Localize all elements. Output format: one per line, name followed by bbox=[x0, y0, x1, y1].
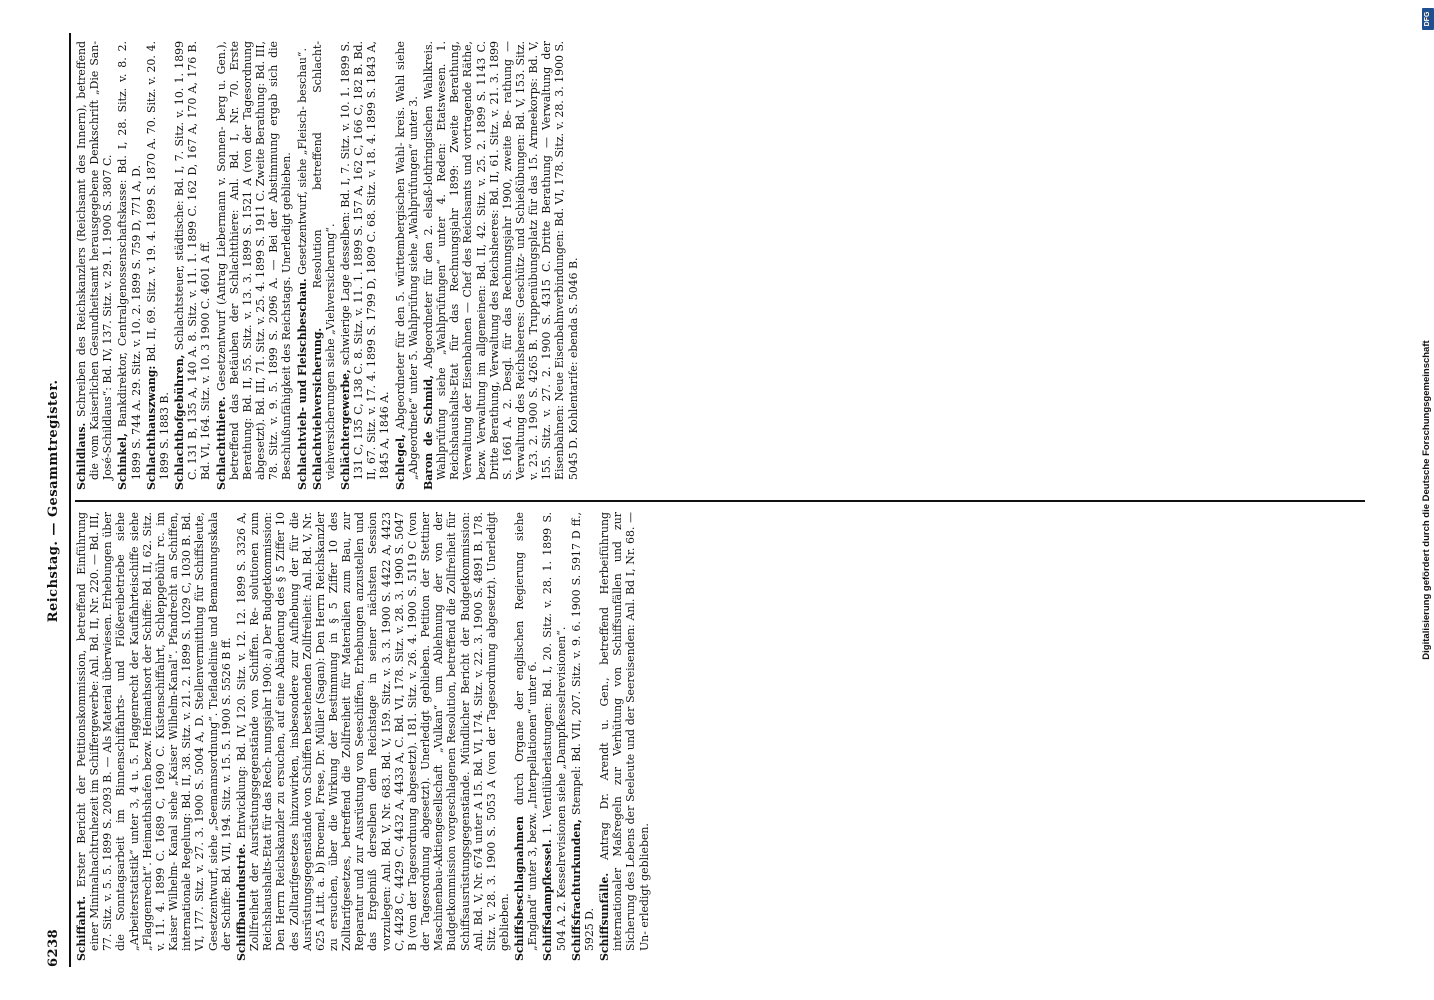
entry-line: Schiffen bestehenden Zollfreiheit: Anl. Bd. V, Nr. 625 A bbox=[300, 512, 327, 951]
entry-line: 2. Desgl. für das Rechnungsjahr 1900, zweite Be- bbox=[500, 110, 514, 417]
entry-line: Bd. V, 159. Sitz. v. 3. 3. 1900 S. 4422 A, bbox=[379, 544, 393, 774]
digitization-note bbox=[1421, 0, 1434, 1000]
entry-line: 62. Sitz. v. 11. 4. 1899 C. 1689 C, 1690 C. bbox=[140, 511, 167, 951]
entry-headword: Schlegel, bbox=[393, 434, 407, 490]
entry-line: Chef des Reichsamts und vortragende Räthe, bbox=[461, 41, 475, 303]
entry-line: 42. Sitz. v. 25. 2. 1899 S. 1143 C. bbox=[474, 41, 488, 245]
entry-line: Heimathshafen bezw. Heimathsort der Schiffe: Bd. II, bbox=[140, 561, 154, 863]
entry-line: Seeleute und der Seereisenden: Anl. Bd I, Nr. 68. — Un- bbox=[624, 511, 651, 951]
entry-line: S. 2096 A. — Bei der Abstimmung ergab sich die bbox=[267, 40, 281, 348]
entry-headword: Schildlaus. bbox=[75, 422, 88, 490]
entry-line: siehe „England“ unter 3, bezw. „Interpellationen“ unter 6. bbox=[513, 512, 540, 951]
right-column bbox=[75, 35, 1365, 496]
entry-line: 70. Sitz. v. 20. 4. 1899 S. 1883 B. bbox=[144, 41, 171, 480]
entry-headword: Schiffahrt. bbox=[75, 895, 88, 961]
entry-line: 1. Reichshaushalts-Etat für das Rechnungsjahr 1899: bbox=[435, 41, 462, 480]
entry-line: 194. Sitz. v. 15. 5. 1900 S. 5526 B ff. bbox=[219, 637, 233, 842]
entry-line: Beschlußunfähigkeit des Reichstags. bbox=[280, 276, 294, 480]
entry-headword: Schlachtthiere. bbox=[214, 396, 228, 490]
entry-line: 182 B. bbox=[352, 63, 366, 104]
entry-line: Schreiben des Reichskanzlers (Reichsamt des bbox=[75, 154, 88, 423]
entry-line: Bd. II, 67. Sitz. v. 17. 4. 1899 S. 1799 D, 1809 C. bbox=[352, 41, 379, 480]
entry-line: viehversicherungen siehe „Viehversicherung“. bbox=[323, 223, 337, 480]
entry-line: Wahlprüfung siehe „Wahlprüfungen“ unter 3. bbox=[406, 96, 420, 351]
entry-line: rathung — Verwaltung des Reichsheeres: bbox=[500, 41, 527, 480]
register-entry bbox=[513, 512, 539, 961]
entry-line: dem Reichstage in seiner nächsten Session vorzulegen: bbox=[366, 512, 393, 951]
entry-line: kreis. bbox=[393, 106, 407, 143]
entry-headword: Schlächtergewerbe, bbox=[338, 369, 352, 490]
register-entry bbox=[422, 41, 580, 490]
entry-line: Stellenvermittlung für Schiffsleute, Gesetzentwurf, siehe bbox=[193, 512, 220, 951]
digitization-note-text: Digitalisierung gefördert durch die Deutsche Forschungsgemeinschaft bbox=[1421, 340, 1432, 660]
entry-line: ersuchen, auf eine Abänderung des § 5 Ziffer 10 bbox=[274, 512, 288, 792]
entry-line: Zweite Berathung: Bd. III, 78. Sitz. v. 9. 5. 1899 bbox=[254, 41, 281, 480]
register-entry bbox=[75, 41, 114, 490]
entry-line: einer Minimalnachtruhezeit im Schiffergewerbe: Anl. bbox=[88, 655, 102, 951]
entry-line: Bd. II, 38. Sitz. v. 21. 2. 1899 S. 1029 C, 1030 B. bbox=[180, 534, 194, 813]
entry-line: Bestimmung in § 5 Ziffer 10 des Zolltarifgesetzes, bbox=[326, 512, 354, 951]
register-entry bbox=[311, 41, 337, 490]
entry-line: der Tagesordnung abgesetzt). bbox=[240, 41, 268, 480]
entry-headword: Baron de Schmid, bbox=[421, 374, 435, 490]
entry-line: 8. Sitz. v. 11. 1. 1899 C. 162 D, 167 A, 170 A, bbox=[186, 82, 200, 346]
entry-line: Innern), betreffend die vom Kaiserlichen Gesundheitsamt bbox=[75, 41, 102, 480]
entry-headword: Schlachtvieh- und Fleischbeschau. bbox=[295, 278, 309, 490]
entry-line: beschau“. bbox=[295, 48, 309, 107]
entry-line: Geschütz- und Schießübungen: Bd. V, 153. Sitz. bbox=[514, 41, 527, 312]
entry-line: Bd. II, Nr. 220. — Bd. III, 77. Sitz. v. 5. 5. 1899 bbox=[88, 512, 115, 951]
entry-line: herausgegebene Denkschrift „Die San-José-Schildlaus“: bbox=[88, 41, 115, 480]
entry-line: v. 28. 3. 1900 S. 5045 D. bbox=[553, 40, 580, 480]
entry-line: Unerledigt geblieben. bbox=[484, 512, 511, 951]
entry-line: Reden: bbox=[435, 143, 449, 195]
entry-line: Schlachtsteuer, städtische: bbox=[173, 200, 187, 355]
entry-headword: Schiffbauindustrie. bbox=[234, 843, 248, 961]
entry-line: S. 504 A. bbox=[541, 512, 568, 951]
entry-line: 68. Sitz. v. 18. 4. 1899 S. 1843 A, 1845 A, bbox=[365, 41, 392, 480]
register-columns bbox=[75, 33, 1365, 967]
column-divider bbox=[75, 500, 1365, 502]
entry-line: 1. Ventilüberlastungen: Bd. I, 20. Sitz. v. 28. 1. 1899 bbox=[541, 527, 555, 840]
entry-line: Anl. Bd. V, Nr. 683. bbox=[379, 774, 393, 887]
entry-line: Antrag Dr. Arendt u. Gen., betreffend bbox=[598, 607, 612, 873]
entry-line: 178. Sitz. v. 28. 3. 1900 S. 5053 A bbox=[471, 512, 498, 951]
entry-line: Kanal siehe „Kaiser Wilhelm-Kanal“. bbox=[167, 650, 181, 862]
entry-line: Pfandrecht an Schiffen, internationale Regelung: bbox=[167, 511, 194, 951]
entry-line: Unerledigt geblieben. bbox=[419, 645, 433, 778]
entry-line: Bd. V, 155. Sitz. v. 27. 2. 1900 S. 4315 C. bbox=[527, 41, 554, 480]
entry-line: Bd. II, 55. Sitz. v. 13. 3. 1899 S. 1521 A (von bbox=[240, 148, 254, 418]
entry-headword: Schiffsunfälle. bbox=[598, 872, 612, 961]
entry-line: Truppenübungsplatz für das 15. Armeekorps: bbox=[527, 78, 541, 340]
entry-line: Wahl siehe „Abgeordnete“ unter 5. bbox=[393, 41, 420, 480]
entry-line: Bd. VI, 178. Sitz. v. 28. 3. 1900 S. 5047 B bbox=[392, 512, 419, 951]
entry-line: betreffend die Zollfreiheit für Materialien zum Bau, bbox=[340, 537, 354, 856]
entry-line: Zweite Berathung, Verwaltung der Eisenbahnen — bbox=[448, 40, 475, 480]
entry-line: 1846 A. bbox=[378, 391, 392, 438]
register-entry bbox=[598, 512, 651, 961]
entry-line: 4423 C, 4428 C, 4429 C, 4432 A, bbox=[379, 512, 406, 951]
entry-line: „Seemannsordnung“. bbox=[206, 712, 220, 835]
entry-line: S. 2093 B. — Als Material überwiesen. bbox=[101, 613, 115, 833]
register-entry bbox=[173, 41, 212, 490]
entry-line: 181. Sitz. v. 26. 4. 1900 S. 5119 C bbox=[405, 540, 419, 742]
entry-line: Bd. I, 7. Sitz. v. 10. 1. 1899 C. 131 B, 135 A, 140 A. bbox=[173, 41, 200, 480]
entry-headword: Schiffsdampfkessel. bbox=[541, 839, 555, 961]
entry-line: Resolution betreffend Schlacht- bbox=[310, 41, 324, 328]
entry-headword: Schlachthauszwang: bbox=[144, 365, 158, 490]
entry-line: b) Broemel, Frese, Dr. Müller (Sagan): Den Herrn bbox=[313, 593, 327, 878]
entry-headword: Schiffsbeschlagnahmen bbox=[513, 816, 527, 961]
entry-line: Kohlentarife: ebenda S. 5046 B. bbox=[566, 257, 580, 438]
entry-line: vorgeschlagenen Resolution, betreffend die Zollfreiheit bbox=[445, 532, 459, 846]
entry-line: Abgeordneter für den 2. elsaß-lothringischen bbox=[421, 105, 435, 375]
entry-line: Zollfreiheit der Ausrüstungsgegenstände von Schiffen. Re- bbox=[248, 607, 262, 951]
entry-line: Bd. III, 71. Sitz. v. 25. 4. 1899 S. 1911 C. bbox=[254, 189, 268, 419]
entry-line: Erste Berathung: bbox=[227, 40, 254, 480]
entry-line: Wahlprüfung siehe „Wahlprüfungen“ unter 4. bbox=[435, 194, 449, 480]
entry-line: für Schiffsausrüstungsgegenstände. Mündlicher Bericht bbox=[445, 512, 472, 951]
entry-line: Anl. Bd. I, Nr. 70. bbox=[227, 79, 241, 210]
entry-headword: Schinkel, bbox=[116, 433, 130, 490]
entry-line: Bd. IV, 137. Sitz. v. 29. 1. 1900 S. 3807 C. bbox=[101, 154, 115, 388]
entry-line: schwierige Lage desselben: bbox=[338, 211, 352, 370]
entry-line: berg u. Gen.), betreffend das Betäuben der Schlachtthiere: bbox=[214, 41, 241, 480]
entry-line: bezw. Verwaltung im allgemeinen: Bd. II, bbox=[474, 244, 488, 480]
entry-line: Neue Eisenbahnverbindungen: Bd. VI, 178. Sitz. bbox=[553, 133, 567, 405]
register-entry bbox=[394, 41, 420, 490]
running-title: Reichstag. — Gesammtregister. bbox=[46, 379, 61, 623]
entry-line: Abgeordneter für den 5. württembergischen Wahl- bbox=[393, 142, 407, 435]
entry-line: Petition der Stettiner Maschinenbau-Aktiengesellschaft bbox=[419, 512, 446, 951]
register-entry bbox=[145, 41, 171, 490]
entry-line: Erster Bericht der Petitionskommission, betreffend Einführung bbox=[75, 512, 88, 896]
entry-line: Erhebungen anzustellen und das Ergebniß derselben bbox=[353, 512, 380, 951]
entry-line: 29. Sitz. v. 10. 2. 1899 S. 759 D, 771 A, D. bbox=[129, 165, 143, 400]
entry-line: zur Reparatur und zur Ausrüstung von Seeschiffen, bbox=[340, 512, 367, 951]
scanned-page bbox=[35, 19, 1365, 981]
register-entry bbox=[541, 512, 567, 961]
entry-line: Bd. I, 28. Sitz. v. 8. 2. 1899 S. 744 A. bbox=[116, 41, 143, 480]
register-entry bbox=[339, 41, 392, 490]
entry-line: (von der Tagesordnung abgesetzt). bbox=[405, 741, 419, 943]
register-entry bbox=[296, 41, 309, 490]
entry-line: Unerledigt geblieben. bbox=[280, 152, 294, 277]
register-entry bbox=[75, 512, 233, 961]
entry-line: Tiefladelinie und Bemannungsskala der Schiffe: Bd. VII, bbox=[206, 511, 233, 951]
dfg-logo-text: DFG bbox=[1424, 11, 1431, 27]
entry-headword: Schlachtviehversicherung. bbox=[310, 327, 324, 490]
register-entry bbox=[215, 41, 294, 490]
entry-line: solutionen zum Reichshaushalts-Etat für das Rech- bbox=[248, 512, 275, 951]
register-entry bbox=[570, 512, 596, 961]
entry-line: (von der Tagesordnung abgesetzt). bbox=[405, 512, 433, 951]
entry-line: 8. Sitz. v. 11. 1. 1899 S. 157 A, 162 C, 166 C, bbox=[352, 104, 366, 363]
entry-line: Etatswesen. bbox=[435, 63, 449, 144]
entry-line: Entwicklung: Bd. IV, 120. Sitz. v. 12. 12. 1899 S. 3326 A, bbox=[234, 512, 248, 844]
entry-line: Aufhebung der für die Ausrüstungsgegenstände von bbox=[287, 512, 314, 951]
entry-line: Bd. II, 69. Sitz. v. 19. 4. 1899 S. 1870 A. bbox=[144, 137, 158, 366]
entry-line: des Zolltarifgesetzes hinzuwirken, insbesondere zur bbox=[287, 650, 301, 951]
entry-headword: Schiffsfrachturkunden, bbox=[569, 819, 583, 961]
left-column bbox=[75, 506, 1365, 967]
entry-headword: Schlachthofgebühren, bbox=[173, 354, 187, 490]
register-entry bbox=[235, 512, 511, 961]
entry-line: (von der Tagesordnung abgesetzt). bbox=[484, 576, 498, 781]
entry-line: erledigt geblieben. bbox=[637, 823, 651, 932]
entry-line: Dritte Berathung — Verwaltung der Eisenbahnen: bbox=[540, 40, 567, 480]
entry-line: Bd. I, 7. Sitz. v. 10. 1. 1899 S. 131 C, 135 C, 138 C. bbox=[338, 41, 366, 480]
entry-line: Gesetzentwurf, siehe „Fleisch- bbox=[295, 106, 309, 279]
entry-line: v. 23. 2. 1900 S. 4265 B. bbox=[527, 339, 541, 480]
entry-line: Erhebungen über die Sonntagsarbeit im Binnenschiffahrts- bbox=[101, 512, 128, 951]
entry-line: Gesetzentwurf (Antrag Liebermann v. Sonnen- bbox=[214, 126, 228, 397]
entry-line: 176 B. bbox=[186, 40, 200, 82]
entry-line: Dritte Berathung, Verwaltung des Reichsheeres: bbox=[487, 209, 501, 480]
entry-line: durch Organe der englischen Regierung bbox=[513, 551, 527, 817]
entry-line: Bankdirektor, Centralgenossenschaftskasse: bbox=[116, 179, 130, 434]
entry-line: nungsjahr 1900: bbox=[261, 662, 275, 757]
entry-line: der Budgetkommission: Anl. Bd. V, Nr. 674 unter A 15. bbox=[458, 512, 485, 951]
entry-line: von Schiffsunfällen und zur Sicherung des Lebens der bbox=[611, 512, 638, 951]
entry-line: 1900 S. 5917 D ff., 5925 D. bbox=[569, 512, 596, 951]
register-entry bbox=[116, 41, 142, 490]
entry-line: Herbeiführung internationaler Maßregeln zur Verhütung bbox=[598, 512, 625, 951]
entry-line: Litt. a. bbox=[313, 877, 327, 919]
page-header bbox=[47, 33, 71, 967]
entry-line: und Flößereibetriebe siehe „Arbeiterstatistik“ unter 3, 4 u. 5. bbox=[114, 512, 141, 951]
entry-line: 4433 A, C. bbox=[392, 736, 406, 799]
entry-line: Wahlkreis. bbox=[421, 41, 435, 106]
entry-line: 2. Kesselrevisionen siehe „Dampfkesselrevisionen“. bbox=[554, 626, 568, 916]
entry-line: Flaggenrecht der Kauffahrteischiffe siehe „Flaggenrecht“. bbox=[127, 512, 154, 951]
page-number: 6238 bbox=[46, 928, 61, 967]
entry-line: Bd. VI, 174. Sitz. v. 22. 3. 1900 S. 4891 B. bbox=[471, 540, 485, 781]
entry-line: Küstenschiffahrt, Schleppgebühr rc. im Kaiser Wilhelm- bbox=[153, 512, 181, 951]
entry-line: Bd. VI, 164. Sitz. v. 10. 3 1900 C. 4601 A ff. bbox=[199, 241, 213, 480]
entry-line: Reichskanzler zu ersuchen, über die Wirkung der bbox=[313, 511, 340, 951]
entry-line: a) Der Budgetkommission: Den Herrn Reichskanzler zu bbox=[261, 512, 288, 951]
entry-line: Bd. VI, 177. Sitz. v. 27. 3. 1900 S. 5004 A, D. bbox=[180, 512, 207, 951]
dfg-logo bbox=[1422, 8, 1434, 30]
entry-line: „Vulkan“ um Ablehnung der von der Budgetkommission bbox=[432, 512, 459, 951]
entry-line: Bd. II, 61. Sitz. v. 21. 3. 1899 S. 1661 A. bbox=[487, 41, 514, 480]
entry-line: Stempel: Bd. VII, 207. Sitz. v. 9. 6. bbox=[569, 621, 583, 820]
